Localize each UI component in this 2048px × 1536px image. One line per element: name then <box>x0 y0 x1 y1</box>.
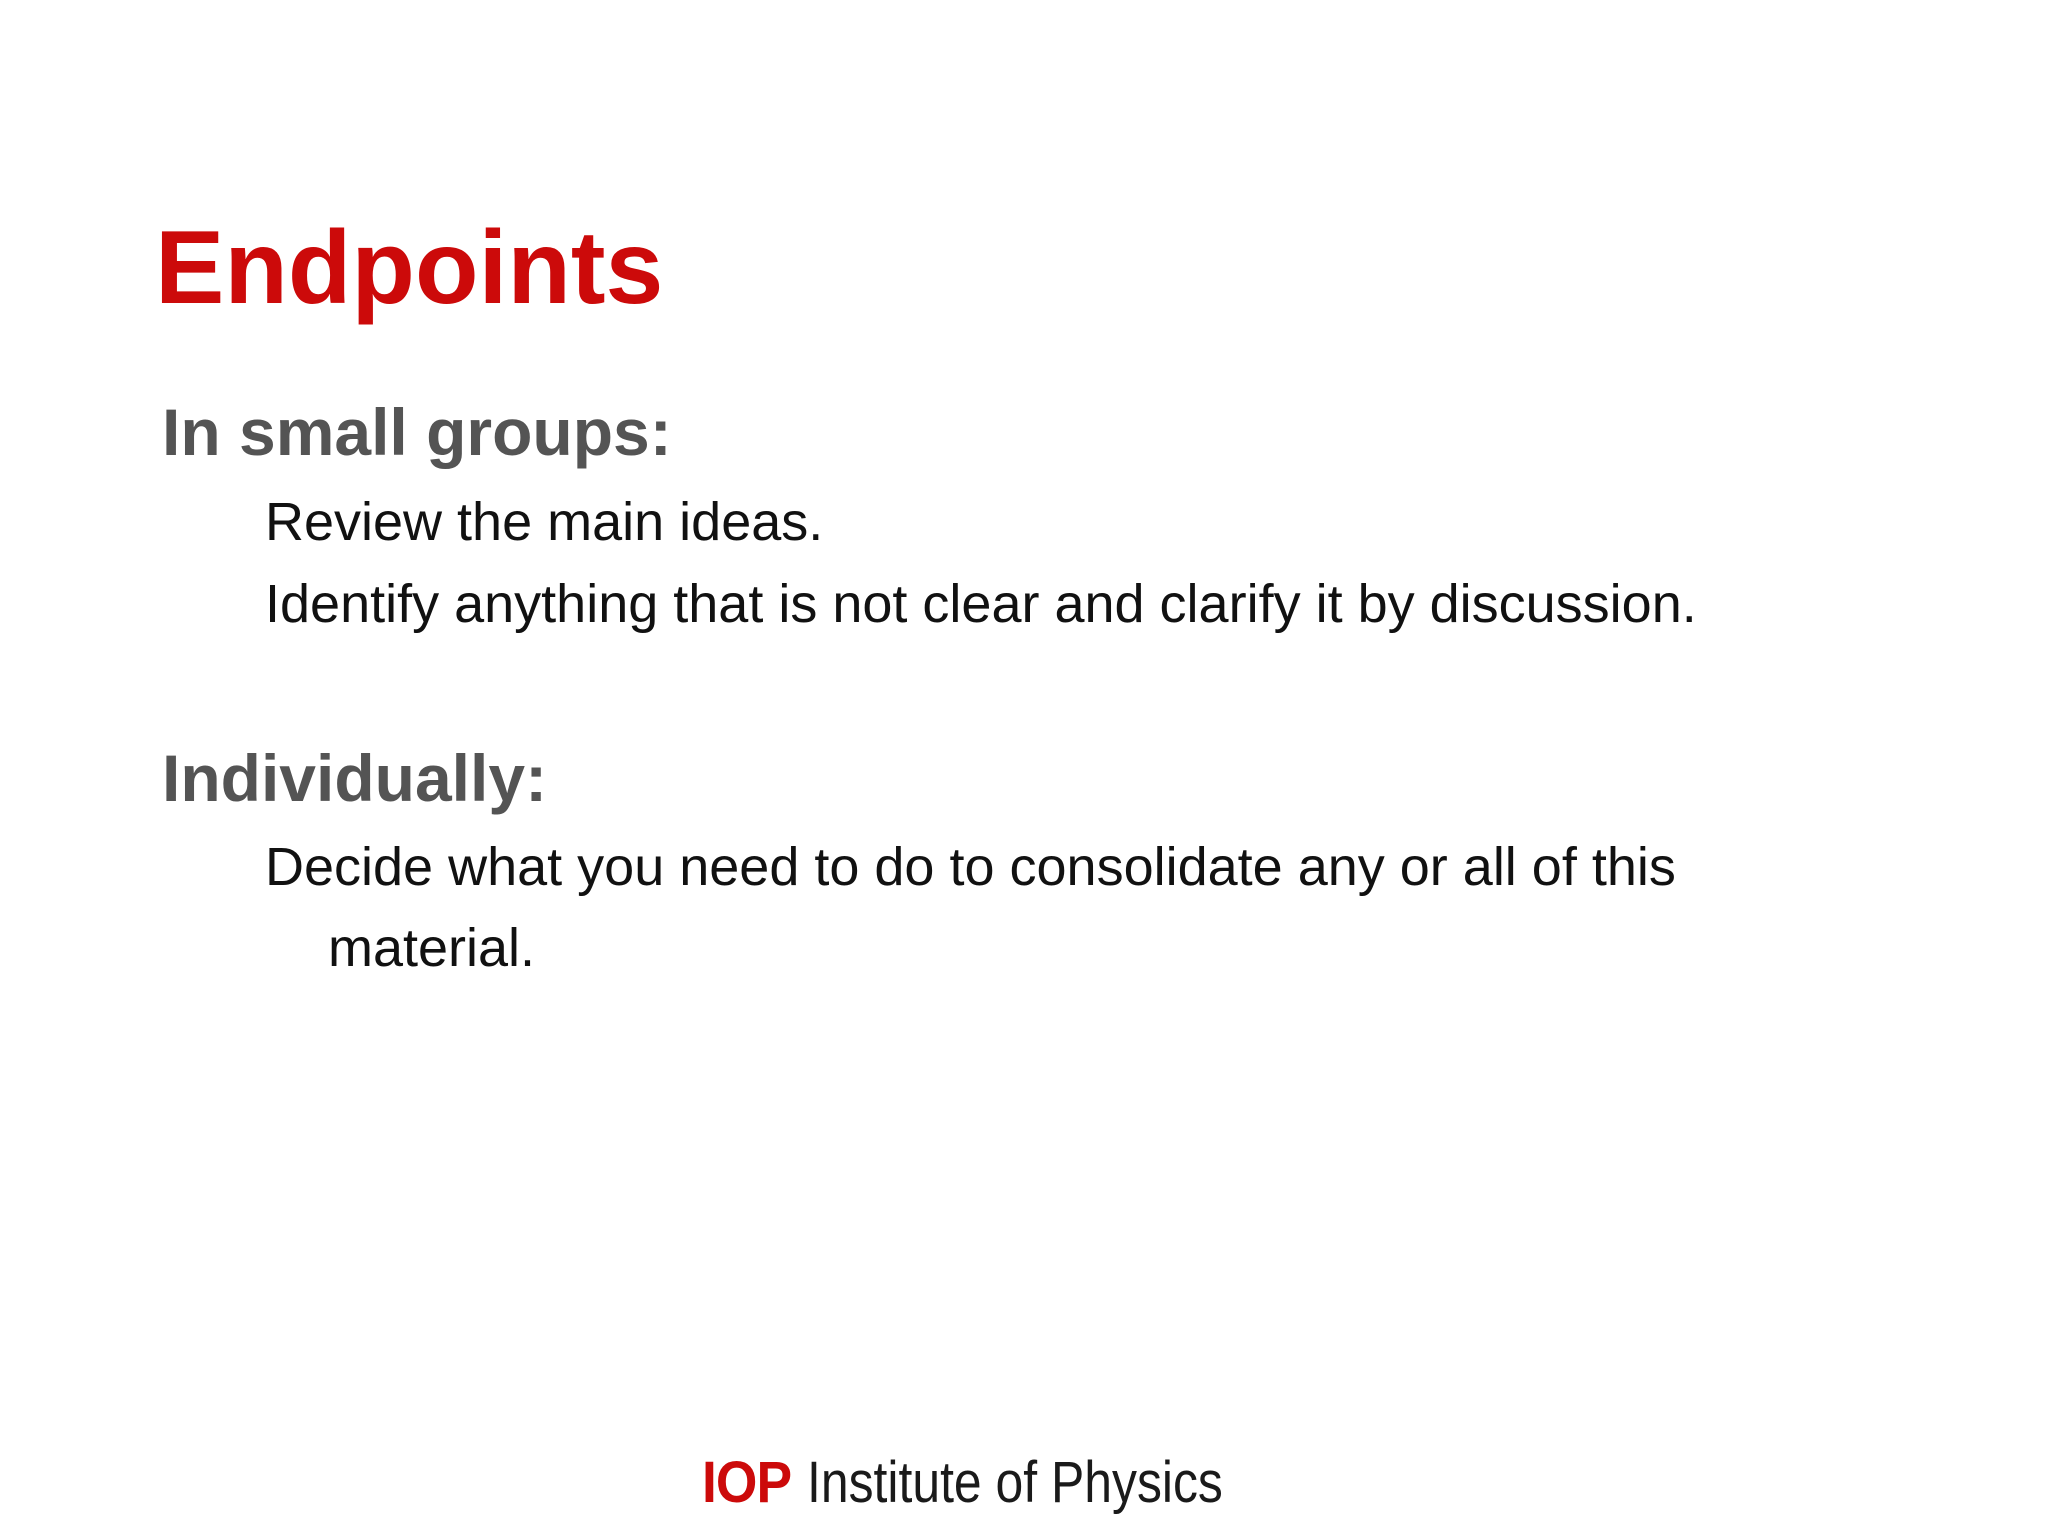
section-item: Review the main ideas. <box>265 492 824 552</box>
iop-logo-mark: IOP <box>702 1450 792 1515</box>
section-item-continuation: material. <box>328 918 536 978</box>
section-heading-individually: Individually: <box>162 741 548 815</box>
section-heading-small-groups: In small groups: <box>162 395 672 469</box>
iop-logo <box>702 1448 1290 1518</box>
slide-title: Endpoints <box>155 210 664 326</box>
section-item: Decide what you need to do to consolidate any or all of this <box>265 837 1676 897</box>
section-item: Identify anything that is not clear and clarify it by discussion. <box>265 574 1697 634</box>
iop-logo-text: Institute of Physics <box>806 1450 1223 1515</box>
